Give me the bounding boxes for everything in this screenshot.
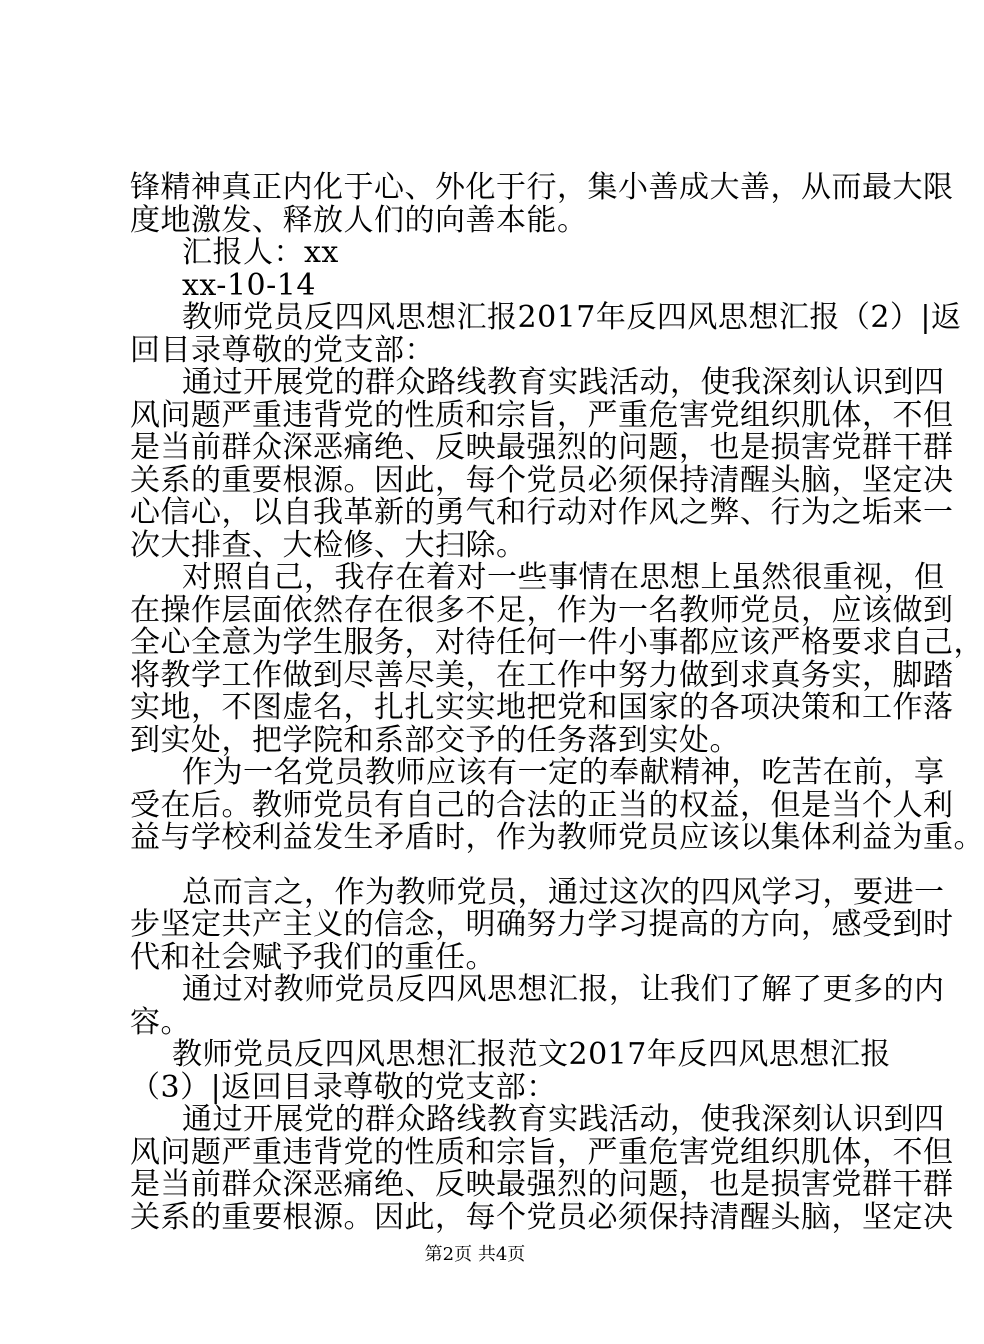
text-line: 是当前群众深恶痛绝、反映最强烈的问题，也是损害党群干群: [130, 1167, 954, 1202]
text-line: 度地激发、释放人们的向善本能。: [130, 202, 588, 238]
section-heading: 教师党员反四风思想汇报范文2017年反四风思想汇报: [172, 1037, 891, 1072]
section-heading-cont: 回目录尊敬的党支部：: [130, 332, 435, 368]
text-line: 关系的重要根源。因此，每个党员必须保持清醒头脑，坚定决: [130, 462, 954, 498]
text-line: 作为一名党员教师应该有一定的奉献精神，吃苦在前，享: [182, 755, 945, 790]
date-line: xx-10-14: [182, 267, 316, 303]
text-line: 风问题严重违背党的性质和宗旨，严重危害党组织肌体，不但: [130, 1134, 954, 1170]
page-number: 第2页 共4页: [424, 1244, 526, 1265]
text-line: 通过开展党的群众路线教育实践活动，使我深刻认识到四: [182, 1102, 945, 1137]
text-line: 风问题严重违背党的性质和宗旨，严重危害党组织肌体，不但: [130, 397, 954, 433]
text-line: 总而言之，作为教师党员，通过这次的四风学习，要进一: [182, 874, 945, 910]
text-line: 步坚定共产主义的信念，明确努力学习提高的方向，感受到时: [130, 907, 954, 942]
document-body: [130, 170, 984, 1235]
text-line: 通过开展党的群众路线教育实践活动，使我深刻认识到四: [182, 365, 945, 400]
text-line: 到实处，把学院和系部交予的任务落到实处。: [130, 722, 740, 758]
text-line: 实地，不图虚名，扎扎实实地把党和国家的各项决策和工作落: [130, 690, 954, 725]
reporter-line: 汇报人：xx: [182, 235, 339, 270]
text-line: 受在后。教师党员有自己的合法的正当的权益，但是当个人利: [130, 787, 954, 823]
text-line: 锋精神真正内化于心、外化于行，集小善成大善，从而最大限: [130, 170, 954, 205]
text-line: 将教学工作做到尽善尽美，在工作中努力做到求真务实，脚踏: [130, 657, 954, 693]
text-line: 是当前群众深恶痛绝、反映最强烈的问题，也是损害党群干群: [130, 430, 954, 465]
section-heading: 教师党员反四风思想汇报2017年反四风思想汇报（2）|返: [182, 300, 962, 335]
text-line: 容。: [130, 1004, 191, 1040]
text-line: 心信心，以自我革新的勇气和行动对作风之弊、行为之垢来一: [130, 495, 954, 530]
text-line: 在操作层面依然存在很多不足，作为一名教师党员，应该做到: [130, 592, 954, 628]
text-line: 通过对教师党员反四风思想汇报，让我们了解了更多的内: [182, 972, 945, 1007]
text-line: 关系的重要根源。因此，每个党员必须保持清醒头脑，坚定决: [130, 1199, 954, 1235]
text-line: 代和社会赋予我们的重任。: [130, 939, 496, 975]
paragraph-gap: [130, 855, 850, 877]
text-line: 次大排查、大检修、大扫除。: [130, 527, 527, 563]
section-heading-cont: （3）|返回目录尊敬的党支部：: [130, 1069, 557, 1105]
text-line: 益与学校利益发生矛盾时，作为教师党员应该以集体利益为重。: [130, 820, 984, 855]
text-line: 对照自己，我存在着对一些事情在思想上虽然很重视，但: [182, 560, 945, 595]
text-line: 全心全意为学生服务，对待任何一件小事都应该严格要求自己，: [130, 625, 984, 660]
